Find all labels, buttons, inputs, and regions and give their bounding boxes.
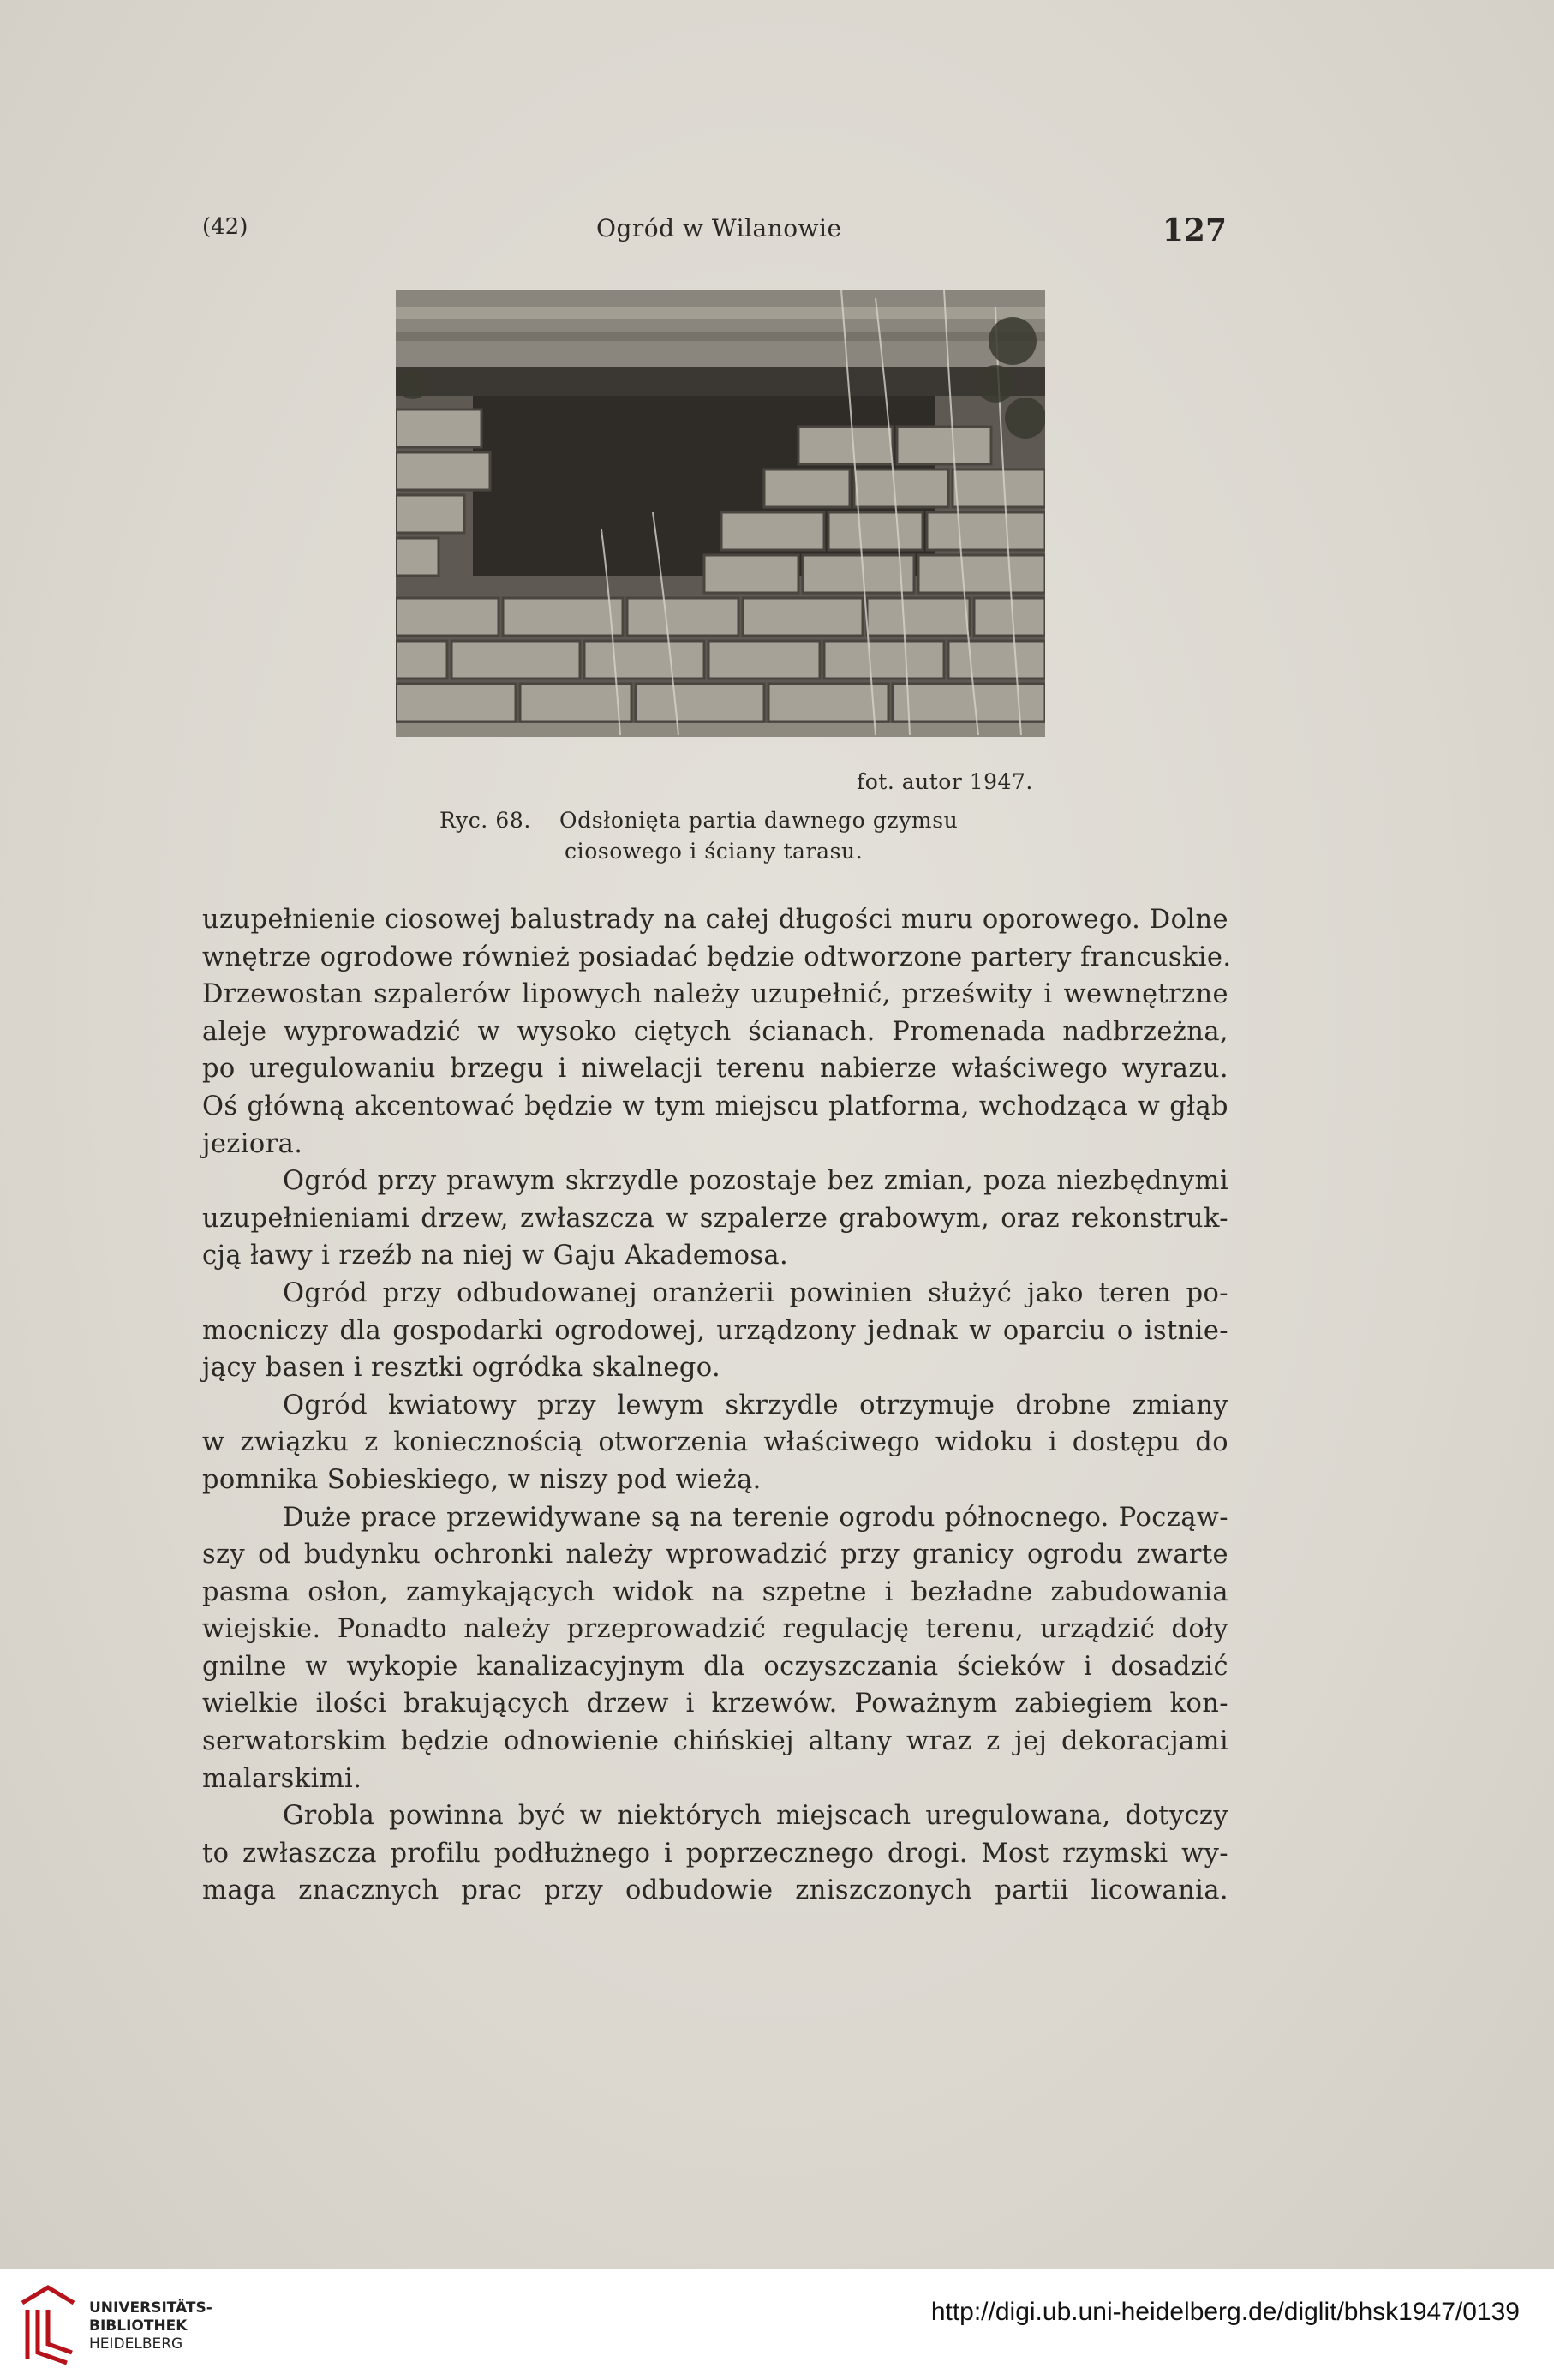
page-number: 127 — [1162, 212, 1227, 248]
text-line: Ogród przy odbudowanej oranżerii powinien służyć jako teren po- — [283, 1277, 1228, 1308]
text-line: Ogród przy prawym skrzydle pozostaje bez zmian, poza niezbędnymi — [283, 1166, 1228, 1197]
text-line: wiejskie. Ponadto należy przeprowadzić regulację terenu, urządzić doły — [202, 1614, 1228, 1645]
caption-line-1: Odsłonięta partia dawnego gzymsu — [559, 808, 959, 833]
text-line: szy od budynku ochronki należy wprowadzić przy granicy ogrodu zwarte — [202, 1540, 1228, 1570]
caption-line-2: ciosowego i ściany tarasu. — [565, 839, 864, 864]
text-line: cją ławy i rzeźb na niej w Gaju Akademosa. — [202, 1241, 789, 1271]
text-line: uzupełnieniami drzew, zwłaszcza w szpalerze grabowym, oraz rekonstruk- — [202, 1203, 1228, 1234]
library-name — [89, 2299, 212, 2353]
photo-credit: fot. autor 1947. — [857, 769, 1033, 794]
paragraph — [202, 901, 1232, 1163]
header-section-number: (42) — [202, 214, 248, 240]
permalink-url[interactable]: http://digi.ub.uni-heidelberg.de/diglit/bhsk1947/0139 — [930, 2298, 1520, 2326]
text-line: jący basen i resztki ogródka skalnego. — [202, 1353, 721, 1384]
text-line: pomnika Sobieskiego, w niszy pod wieżą. — [202, 1464, 762, 1495]
text-line: wnętrze ogrodowe również posiadać będzie odtworzone partery francuskie. — [202, 942, 1232, 972]
text-line: gnilne w wykopie kanalizacyjnym dla oczyszczania ścieków i dosadzić — [202, 1651, 1228, 1682]
text-line: jeziora. — [202, 1128, 303, 1159]
library-line-1: UNIVERSITÄTS- — [89, 2299, 212, 2317]
text-line: po uregulowaniu brzegu i niwelacji terenu nabierze właściwego wyrazu. — [202, 1054, 1228, 1085]
text-line: w związku z koniecznością otworzenia właściwego widoku i dostępu do — [202, 1427, 1228, 1458]
paragraph — [202, 1797, 1228, 1910]
running-header — [202, 209, 1227, 260]
text-line: aleje wyprowadzić w wysoko ciętych ścianach. Promenada nadbrzeżna, — [202, 1016, 1228, 1047]
figure-caption — [439, 805, 958, 867]
text-line: mocniczy dla gospodarki ogrodowej, urządzony jednak w oparciu o istnie- — [202, 1315, 1228, 1346]
text-line: uzupełnienie ciosowej balustrady na całej długości muru oporowego. Dolne — [202, 905, 1228, 935]
paragraph — [202, 1387, 1228, 1499]
text-line: Ogród kwiatowy przy lewym skrzydle otrzymuje drobne zmiany — [283, 1390, 1228, 1420]
text-line: pasma osłon, zamykających widok na szpetne i bezładne zabudowania — [202, 1576, 1228, 1607]
text-line: malarskimi. — [202, 1763, 362, 1794]
text-line: Grobla powinna być w niektórych miejscach uregulowana, dotyczy — [283, 1801, 1228, 1832]
paragraph — [202, 1499, 1228, 1798]
text-line: Drzewostan szpalerów lipowych należy uzupełnić, prześwity i wewnętrzne — [202, 979, 1228, 1010]
paragraph — [202, 1163, 1228, 1275]
figure-photo-stone-wall — [396, 290, 1045, 737]
text-line: Duże prace przewidywane są na terenie ogrodu północnego. Począw- — [283, 1502, 1228, 1533]
library-line-3: HEIDELBERG — [89, 2335, 183, 2353]
text-line: Oś główną akcentować będzie w tym miejscu platforma, wchodząca w głąb — [202, 1091, 1228, 1121]
text-line: wielkie ilości brakujących drzew i krzewów. Poważnym zabiegiem kon- — [202, 1689, 1228, 1719]
library-line-2: BIBLIOTHEK — [89, 2317, 188, 2335]
digitization-footer — [0, 2269, 1554, 2380]
header-title: Ogród w Wilanowie — [596, 214, 842, 242]
text-line: maga znacznych prac przy odbudowie zniszczonych partii licowania. — [202, 1875, 1228, 1906]
library-logo-icon — [15, 2284, 81, 2366]
text-line: to zwłaszcza profilu podłużnego i poprzecznego drogi. Most rzymski wy- — [202, 1838, 1228, 1869]
paragraph — [202, 1275, 1228, 1387]
text-line: serwatorskim będzie odnowienie chińskiej altany wraz z jej dekoracjami — [202, 1726, 1228, 1757]
figure-label: Ryc. 68. — [439, 808, 531, 833]
body-text — [202, 901, 1232, 1910]
